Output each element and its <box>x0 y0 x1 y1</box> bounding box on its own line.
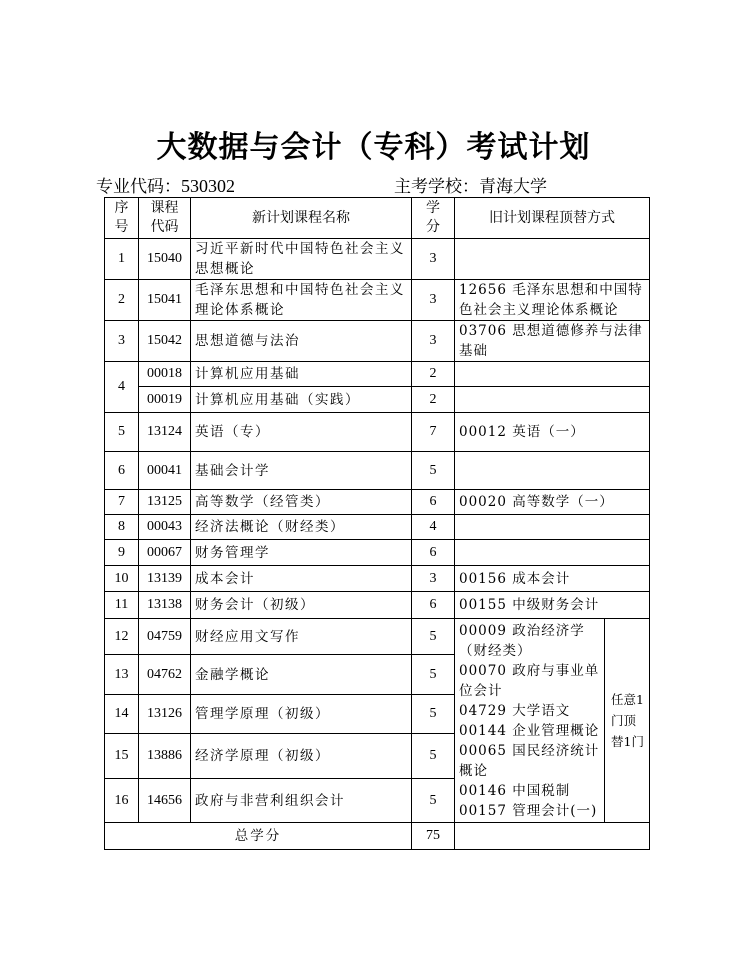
cell-seq: 13 <box>105 655 139 695</box>
cell-replacement <box>455 540 650 566</box>
cell-name: 成本会计 <box>191 566 412 592</box>
header-code: 课程代码 <box>139 198 191 239</box>
cell-replacement: 03706 思想道德修养与法律基础 <box>455 321 650 362</box>
cell-name: 高等数学（经管类） <box>191 490 412 515</box>
cell-name: 计算机应用基础 <box>191 362 412 387</box>
cell-replacement: 12656 毛泽东思想和中国特色社会主义理论体系概论 <box>455 280 650 321</box>
cell-code: 00043 <box>139 515 191 540</box>
cell-seq: 7 <box>105 490 139 515</box>
cell-credit: 3 <box>412 566 455 592</box>
cell-replacement: 00155 中级财务会计 <box>455 592 650 619</box>
elective-note: 任意1门顶替1门 <box>605 619 650 823</box>
cell-seq: 5 <box>105 413 139 452</box>
cell-credit: 5 <box>412 779 455 823</box>
header-credit: 学分 <box>412 198 455 239</box>
table-row <box>105 490 650 515</box>
page-title: 大数据与会计（专科）考试计划 <box>156 130 591 165</box>
cell-credit: 2 <box>412 362 455 387</box>
table-row <box>105 280 650 321</box>
cell-replacement <box>455 387 650 413</box>
cell-credit: 3 <box>412 321 455 362</box>
cell-code: 00067 <box>139 540 191 566</box>
table-row <box>105 413 650 452</box>
cell-seq: 3 <box>105 321 139 362</box>
cell-name: 财务会计（初级） <box>191 592 412 619</box>
cell-credit: 4 <box>412 515 455 540</box>
cell-credit: 2 <box>412 387 455 413</box>
cell-credit: 5 <box>412 452 455 490</box>
cell-code: 13126 <box>139 695 191 734</box>
cell-credit: 3 <box>412 280 455 321</box>
cell-seq: 1 <box>105 239 139 280</box>
cell-name: 政府与非营利组织会计 <box>191 779 412 823</box>
cell-name: 毛泽东思想和中国特色社会主义理论体系概论 <box>191 280 412 321</box>
table-total-row <box>105 823 650 850</box>
header-seq: 序号 <box>105 198 139 239</box>
cell-seq: 15 <box>105 734 139 779</box>
elective-replacement-list <box>455 619 605 823</box>
table-row <box>105 452 650 490</box>
table-row <box>105 321 650 362</box>
cell-replacement: 00020 高等数学（一） <box>455 490 650 515</box>
table-row <box>105 619 650 655</box>
elective-course: 00009 政治经济学（财经类） <box>459 622 585 659</box>
cell-seq: 4 <box>105 362 139 413</box>
cell-replacement <box>455 362 650 387</box>
cell-name: 习近平新时代中国特色社会主义思想概论 <box>191 239 412 280</box>
cell-credit: 3 <box>412 239 455 280</box>
table-row <box>105 387 650 413</box>
table-row <box>105 540 650 566</box>
table-row <box>105 566 650 592</box>
cell-code: 13124 <box>139 413 191 452</box>
total-credits: 75 <box>412 823 455 850</box>
cell-credit: 5 <box>412 734 455 779</box>
total-replacement-empty <box>455 823 650 850</box>
cell-replacement <box>455 239 650 280</box>
table-row <box>105 592 650 619</box>
cell-code: 00041 <box>139 452 191 490</box>
elective-course: 00065 国民经济统计概论 <box>459 742 600 779</box>
cell-credit: 6 <box>412 540 455 566</box>
school-label: 主考学校： <box>394 177 479 197</box>
cell-name: 管理学原理（初级） <box>191 695 412 734</box>
table-row <box>105 515 650 540</box>
cell-name: 经济法概论（财经类） <box>191 515 412 540</box>
cell-seq: 14 <box>105 695 139 734</box>
cell-code: 00018 <box>139 362 191 387</box>
cell-code: 15042 <box>139 321 191 362</box>
elective-course: 00144 企业管理概论 <box>459 722 600 739</box>
cell-seq: 2 <box>105 280 139 321</box>
cell-seq: 10 <box>105 566 139 592</box>
table-header-row <box>105 198 650 239</box>
cell-credit: 5 <box>412 655 455 695</box>
cell-name: 经济学原理（初级） <box>191 734 412 779</box>
cell-name: 金融学概论 <box>191 655 412 695</box>
cell-name: 基础会计学 <box>191 452 412 490</box>
cell-credit: 7 <box>412 413 455 452</box>
table-row <box>105 239 650 280</box>
cell-seq: 6 <box>105 452 139 490</box>
school-value: 青海大学 <box>479 177 547 197</box>
cell-name: 财经应用文写作 <box>191 619 412 655</box>
elective-course: 00146 中国税制 <box>459 782 571 799</box>
cell-credit: 5 <box>412 619 455 655</box>
table-row <box>105 362 650 387</box>
major-code-label: 专业代码： <box>96 177 181 197</box>
cell-code: 13886 <box>139 734 191 779</box>
cell-credit: 6 <box>412 592 455 619</box>
cell-seq: 11 <box>105 592 139 619</box>
cell-name: 思想道德与法治 <box>191 321 412 362</box>
cell-replacement: 00156 成本会计 <box>455 566 650 592</box>
cell-replacement <box>455 515 650 540</box>
cell-code: 04759 <box>139 619 191 655</box>
cell-code: 00019 <box>139 387 191 413</box>
cell-seq: 8 <box>105 515 139 540</box>
cell-credit: 6 <box>412 490 455 515</box>
cell-name: 财务管理学 <box>191 540 412 566</box>
cell-name: 英语（专） <box>191 413 412 452</box>
cell-code: 13138 <box>139 592 191 619</box>
cell-code: 15041 <box>139 280 191 321</box>
total-label: 总学分 <box>105 823 412 850</box>
cell-code: 14656 <box>139 779 191 823</box>
cell-seq: 12 <box>105 619 139 655</box>
cell-code: 13125 <box>139 490 191 515</box>
cell-replacement <box>455 452 650 490</box>
cell-code: 13139 <box>139 566 191 592</box>
cell-name: 计算机应用基础（实践） <box>191 387 412 413</box>
cell-seq: 9 <box>105 540 139 566</box>
cell-replacement: 00012 英语（一） <box>455 413 650 452</box>
cell-code: 04762 <box>139 655 191 695</box>
elective-course: 00157 管理会计(一) <box>459 802 598 819</box>
elective-course: 00070 政府与事业单位会计 <box>459 662 600 699</box>
major-code <box>96 172 235 197</box>
host-school <box>394 172 547 197</box>
exam-plan-table <box>104 197 650 850</box>
cell-credit: 5 <box>412 695 455 734</box>
header-replacement: 旧计划课程顶替方式 <box>455 198 650 239</box>
major-code-value: 530302 <box>181 176 235 196</box>
cell-seq: 16 <box>105 779 139 823</box>
header-name: 新计划课程名称 <box>191 198 412 239</box>
cell-code: 15040 <box>139 239 191 280</box>
elective-course: 04729 大学语文 <box>459 702 571 719</box>
